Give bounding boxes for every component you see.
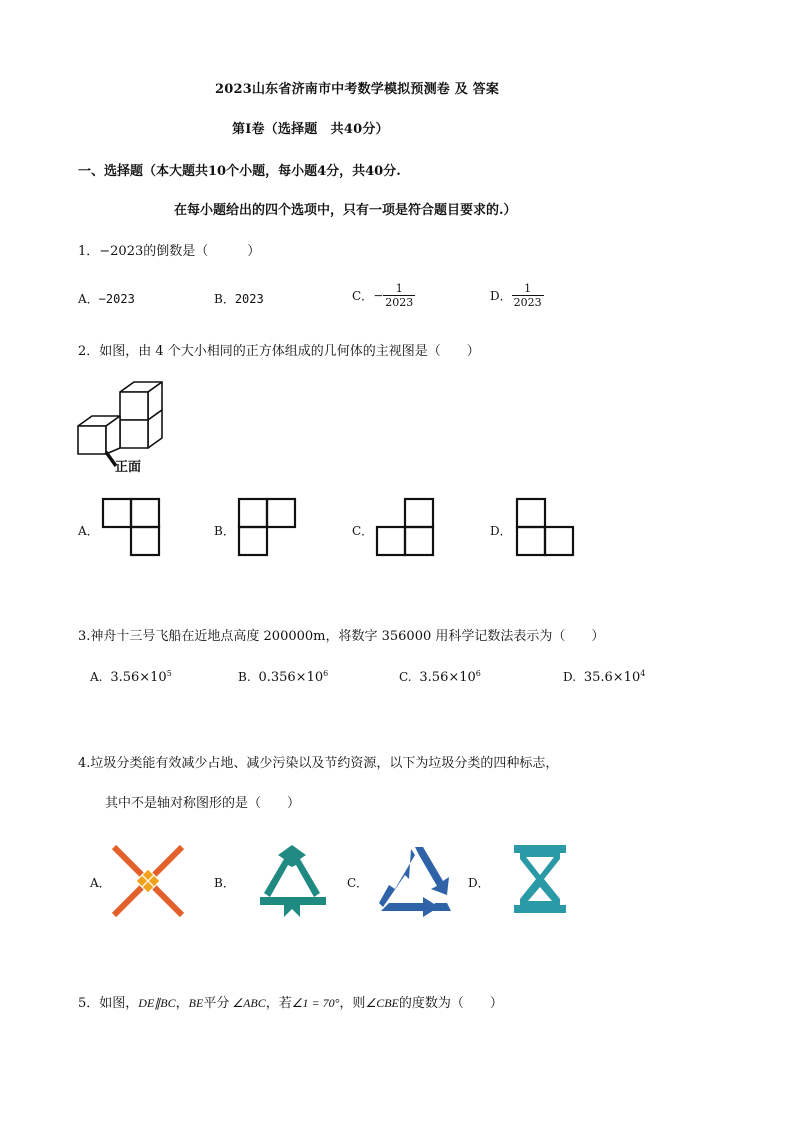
question-5-stem [78,992,503,1011]
fraction [383,282,415,309]
question-4-stem-continued: 其中不是轴对称图形的是（ ） [105,796,301,811]
option-text: 2023 [234,292,264,306]
q3-option-a[interactable] [90,669,172,685]
question-2-stem: 2．如图，由 4 个大小相同的正方体组成的几何体的主视图是（ ） [78,344,480,359]
q2-option-a-label: A． [78,524,99,538]
q2-option-d-figure[interactable] [516,498,576,558]
option-exponent: 5 [166,669,172,678]
q2-option-b-figure[interactable] [238,498,298,558]
q5-angle-1: ∠1 = 70° [291,996,340,1010]
q3-option-b[interactable] [238,669,328,685]
q4-option-b-label: B． [214,876,235,890]
option-letter: D． [490,289,512,303]
q5-angle-cbe: ∠CBE [365,996,399,1010]
q2-option-c-label: C． [352,524,374,538]
question-1-stem: 1．−2023的倒数是（ ） [78,244,261,259]
option-mantissa: 3.56×10 [110,670,167,685]
part-instruction: 在每小题给出的四个选项中，只有一项是符合题目要求的.） [174,203,517,218]
fraction-numerator: 1 [524,282,532,295]
q4-option-a-symbol[interactable] [110,843,186,919]
option-exponent: 6 [475,669,481,678]
fraction-numerator: 1 [395,282,403,295]
q1-option-b[interactable] [214,290,264,307]
q4-option-d-label: D． [468,876,490,890]
question-3-stem: 3.神舟十三号飞船在近地点高度 200000m，将数字 356000 用科学记数法表示为（ ） [78,629,605,644]
q5-stem-start: 5．如图， [78,996,139,1011]
q5-separator: ， [175,996,189,1011]
option-exponent: 6 [323,669,329,678]
option-letter: D. [563,670,577,684]
q2-option-a-figure[interactable] [102,498,162,558]
section-title: 第Ⅰ卷（选择题 共40分） [232,122,389,137]
fraction-sign: − [373,288,384,303]
option-letter: A. [90,670,103,684]
option-mantissa: 35.6×10 [583,670,641,685]
document-title: 2023山东省济南市中考数学模拟预测卷 及 答案 [215,82,500,97]
q2-option-b-label: B． [214,524,235,538]
q4-option-b-symbol[interactable] [256,843,328,919]
q3-option-d[interactable] [563,669,645,685]
q5-text: ，则 [339,996,366,1011]
q5-text: ，若 [265,996,292,1011]
option-text: −2023 [98,292,135,306]
q2-option-d-label: D． [490,524,512,538]
q2-option-c-figure[interactable] [376,498,436,558]
option-letter: B． [214,292,235,306]
q4-option-d-symbol[interactable] [512,843,568,915]
question-4-stem: 4.垃圾分类能有效减少占地、减少污染以及节约资源，以下为垃圾分类的四种标志， [78,756,559,771]
option-mantissa: 3.56×10 [419,670,476,685]
option-mantissa: 0.356×10 [258,670,324,685]
q4-option-c-label: C． [347,876,369,890]
q5-bisector: BE [188,996,204,1010]
front-view-label: 正面 [115,460,142,475]
option-exponent: 4 [640,669,646,678]
option-letter: B. [238,670,251,684]
q4-option-c-symbol[interactable] [375,845,455,917]
part-heading: 一、选择题（本大题共10个小题，每小题4分，共40分. [78,164,401,179]
fraction-denominator: 2023 [513,296,542,309]
q5-angle-abc: ∠ABC [232,996,266,1010]
q1-option-c[interactable] [352,282,415,309]
q5-text: 平分 [203,996,230,1011]
fraction [512,282,544,309]
option-letter: C. [399,670,412,684]
option-letter: C． [352,289,374,303]
q5-parallel-expr: DE∥BC [138,996,176,1010]
fraction-denominator: 2023 [385,296,414,309]
q3-option-c[interactable] [399,669,481,685]
q5-stem-end: 的度数为（ ） [398,996,503,1011]
option-letter: A． [78,292,99,306]
q4-option-a-label: A． [90,876,111,890]
q1-option-a[interactable] [78,290,135,307]
q1-option-d[interactable] [490,282,544,309]
